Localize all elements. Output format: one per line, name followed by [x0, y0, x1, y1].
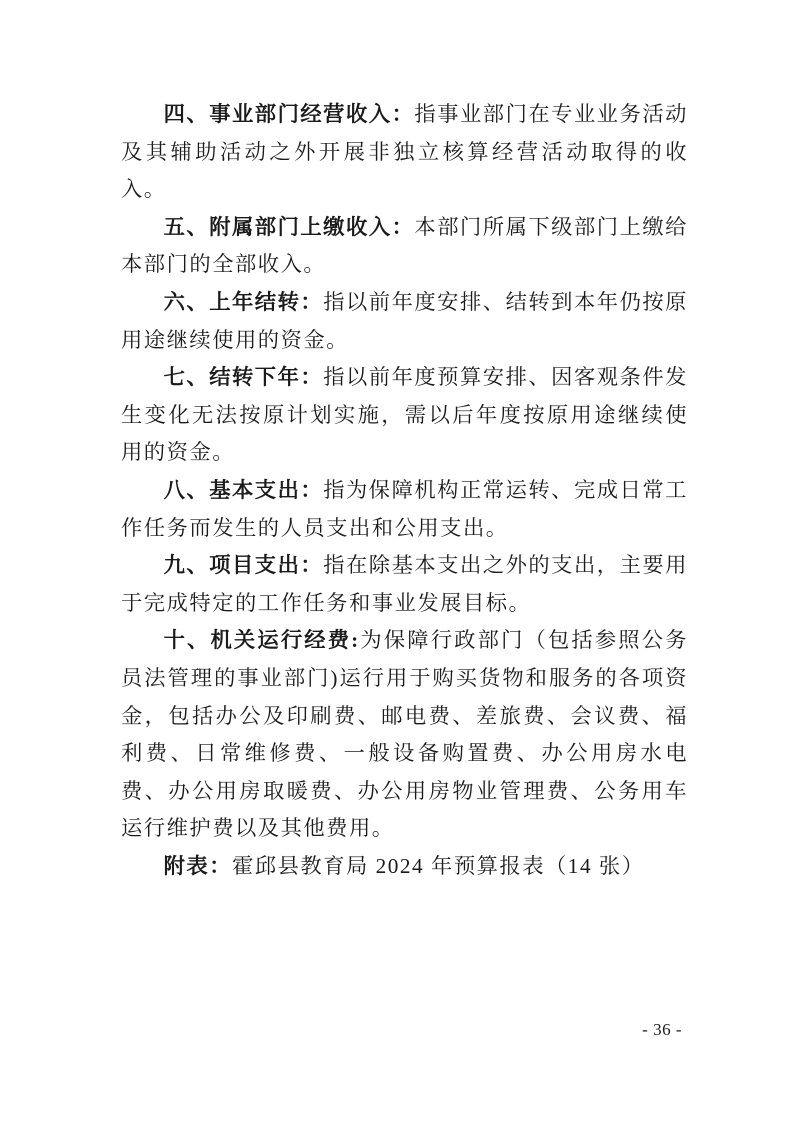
paragraph-text: 本部门所属下级部门上缴给本部门的全部收入。 — [121, 214, 688, 277]
paragraph-text: 指事业部门在专业业务活动及其辅助活动之外开展非独立核算经营活动取得的收入。 — [121, 102, 688, 202]
paragraph-lead: 十、机关运行经费: — [163, 628, 360, 653]
page-number: - 36 - — [642, 1020, 682, 1039]
paragraph-lead: 五、附属部门上缴收入： — [163, 214, 415, 239]
paragraph-agency-operating-funds — [121, 622, 688, 848]
paragraph-text: 霍邱县教育局 2024 年预算报表（14 张） — [232, 853, 645, 878]
paragraph-carryover-to-next-year — [121, 359, 688, 472]
paragraph-text: 指为保障机构正常运转、完成日常工作任务而发生的人员支出和公用支出。 — [121, 477, 688, 540]
paragraph-basic-expenditure — [121, 472, 688, 547]
paragraph-subordinate-remitted-income — [121, 209, 688, 284]
document-body — [121, 96, 688, 885]
paragraph-carryover-from-previous-year — [121, 284, 688, 359]
paragraph-attached-tables — [121, 848, 688, 886]
paragraph-project-expenditure — [121, 547, 688, 622]
paragraph-lead: 九、项目支出： — [163, 553, 324, 578]
paragraph-lead: 六、上年结转： — [163, 289, 324, 314]
paragraph-text: 为保障行政部门（包括参照公务员法管理的事业部门)运行用于购买货物和服务的各项资金，包括办公及印刷费、邮电费、差旅费、会议费、福利费、日常维修费、一般设备购置费、办公用房水电费、办公用房取暖费、办公用房物业管理费、公务用车运行维护费以及其他费用。 — [121, 628, 688, 841]
paragraph-text: 指以前年度安排、结转到本年仍按原用途继续使用的资金。 — [121, 289, 688, 352]
paragraph-lead: 四、事业部门经营收入： — [163, 102, 415, 126]
paragraph-business-operating-income — [121, 96, 688, 209]
paragraph-text: 指在除基本支出之外的支出，主要用于完成特定的工作任务和事业发展目标。 — [121, 553, 688, 615]
paragraph-lead: 七、结转下年： — [163, 365, 324, 390]
paragraph-lead: 八、基本支出： — [163, 477, 324, 502]
paragraph-text: 指以前年度预算安排、因客观条件发生变化无法按原计划实施，需以后年度按原用途继续使用的资金。 — [121, 365, 688, 465]
paragraph-lead: 附表： — [163, 853, 232, 878]
